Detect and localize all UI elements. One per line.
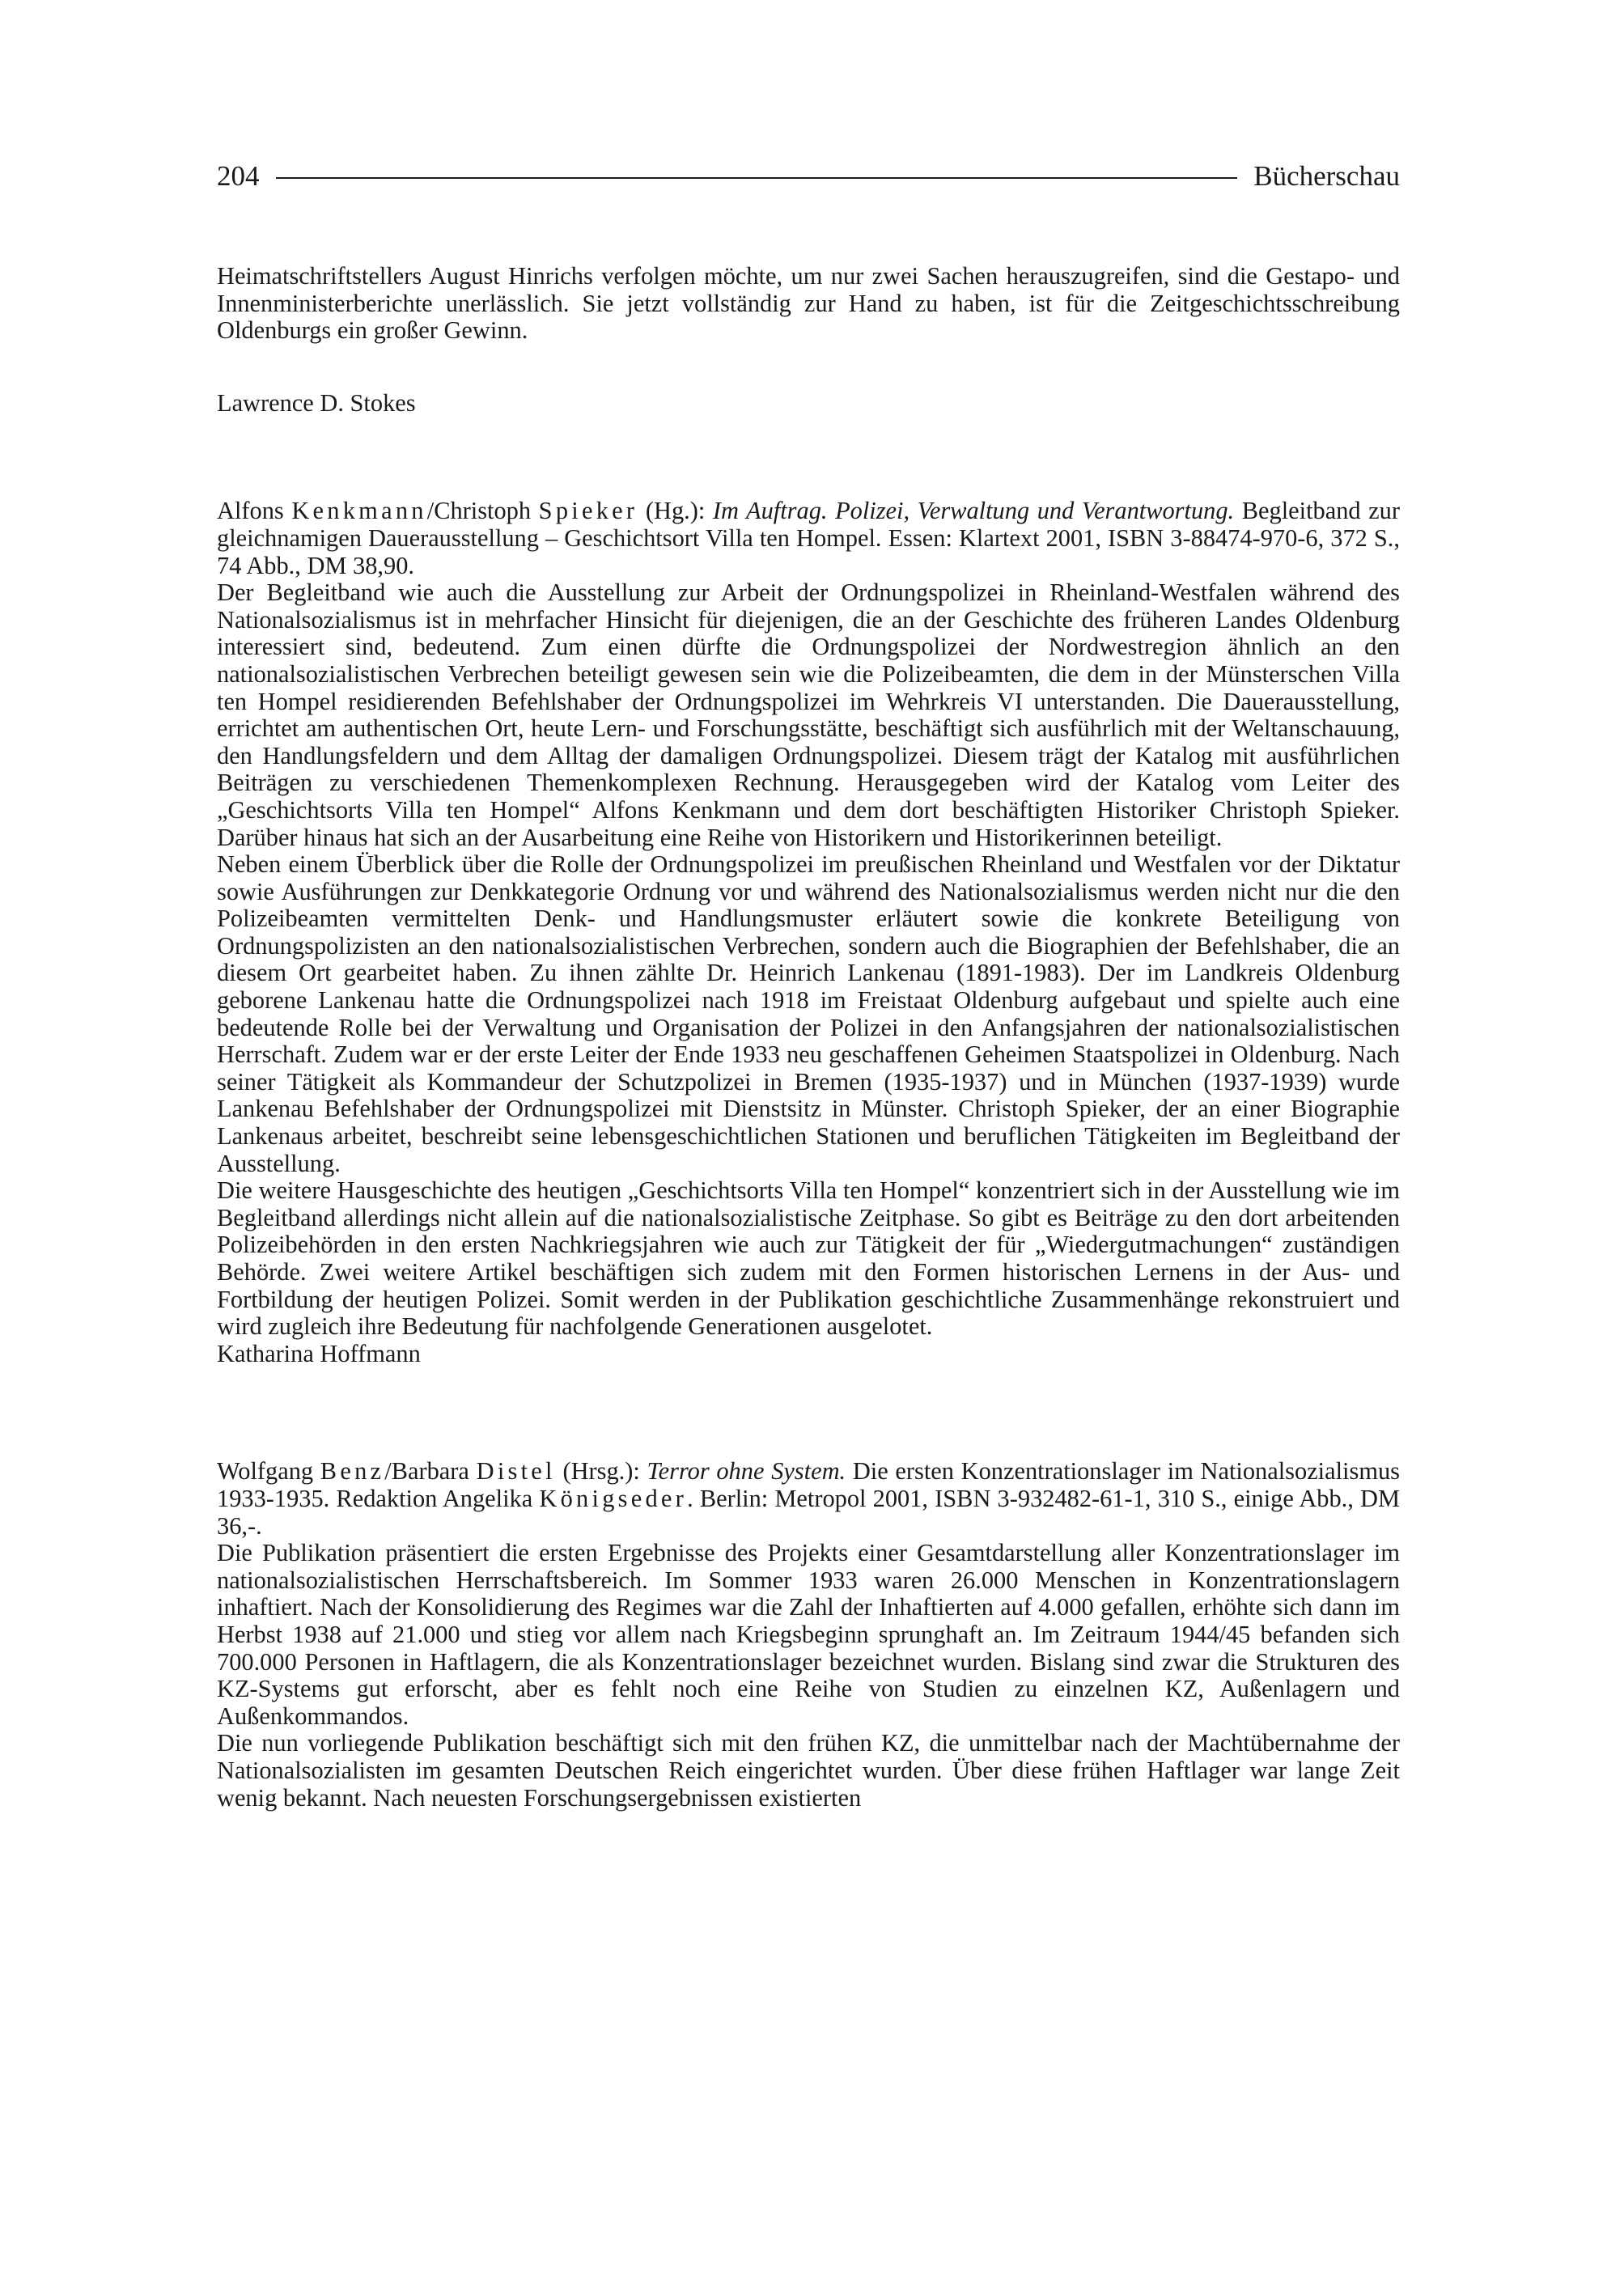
review-paragraph: Der Begleitband wie auch die Ausstellung zur Arbeit der Ordnungspolizei in Rheinland-Westfalen während des Nationalsozialismus ist in mehrfacher Hinsicht für diejenigen, die an der Geschichte des früheren Landes Oldenburg interessiert sind, bedeutend. Zum einen dürfte die Ordnungspolizei der Nordwestregion ähnlich an den nationalsozialistischen Verbrechen beteiligt gewesen sein wie die Polizeibeamten, die dem in der Münsterschen Villa ten Hompel residierenden Befehlshaber der Ordnungspolizei im Wehrkreis VI unterstanden. Die Dauerausstellung, errichtet am authentischen Ort, heute Lern- und Forschungsstätte, beschäftigt sich ausführlich mit der Weltanschauung, den Handlungsfeldern und dem Alltag der damaligen Ordnungspolizei. Diesem trägt der Katalog mit ausführlichen Beiträgen zu verschiedenen Themenkomplexen Rechnung. Herausgegeben wird der Katalog vom Leiter des „Geschichtsorts Villa ten Hompel“ Alfons Kenkmann und dem dort beschäftigten Historiker Christoph Spieker. Darüber hinaus hat sich an der Ausarbeitung eine Reihe von Historikern und Historikerinnen beteiligt. [217,579,1400,851]
author-last-name: Benz [320,1457,385,1486]
review-paragraph: Neben einem Überblick über die Rolle der Ordnungspolizei im preußischen Rheinland und Westfalen vor der Diktatur sowie Ausführungen zur Denkkategorie Ordnung vor und während des Nationalsozialismus werden nicht nur die den Polizeibeamten vermittelten Denk- und Handlungsmuster erläutert sowie die konkrete Beteiligung von Ordnungspolizisten an den nationalsozialistischen Verbrechen, sondern auch die Biographien der Befehlshaber, die an diesem Ort gearbeitet haben. Zu ihnen zählte Dr. Heinrich Lankenau (1891-1983). Der im Landkreis Oldenburg geborene Lankenau hatte die Ordnungspolizei nach 1918 im Freistaat Oldenburg aufgebaut und spielte auch eine bedeutende Rolle bei der Verwaltung und Organisation der Polizei in den Anfangsjahren der nationalsozialistischen Herrschaft. Zudem war er der erste Leiter der Ende 1933 neu geschaffenen Geheimen Staatspolizei in Oldenburg. Nach seiner Tätigkeit als Kommandeur der Schutzpolizei in Bremen (1935-1937) und in München (1937-1939) wurde Lankenau Befehlshaber der Ordnungspolizei mit Dienstsitz in Münster. Christoph Spieker, der an einer Biographie Lankenaus arbeitet, beschreibt seine lebensgeschichtlichen Stationen und beruflichen Tätigkeiten im Begleitband der Ausstellung. [217,850,1400,1177]
review-continuation-paragraph: Heimatschriftstellers August Hinrichs verfolgen möchte, um nur zwei Sachen herauszugreifen, sind die Gestapo- und Innenministerberichte unerlässlich. Sie jetzt vollständig zur Hand zu haben, ist für die Zeitgeschichtsschreibung Oldenburgs ein großer Gewinn. [217,262,1400,345]
publication-details: Die ersten Konzentrationslager im Nationalsozialismus 1933-1935. Redaktion Angelika [217,1457,1400,1512]
author-first-name: Alfons [217,497,284,525]
editor-last-name: Königseder [539,1484,688,1512]
author-first-name: Barbara [391,1457,469,1486]
author-last-name: Kenkmann [291,497,427,525]
book-title: Terror ohne System. [647,1457,846,1486]
publication-details: Begleitband zur gleichnamigen Dauerausstellung – Geschichtsort Villa ten Hompel. Essen: Klartext 2001, ISBN 3-88474-970-6, 372 S., 74 Abb., DM 38,90. [217,497,1400,579]
reviewer-signature: Lawrence D. Stokes [217,388,416,417]
reviewer-signature: Katharina Hoffmann [217,1339,421,1367]
editor-note: (Hrsg.): [555,1457,647,1486]
running-header [217,160,1400,193]
section-title: Bücherschau [1253,160,1400,192]
main-content [217,263,1400,1812]
author-last-name: Distel [476,1457,556,1486]
bibliographic-citation: Alfons Kenkmann/Christoph Spieker (Hg.): Im Auftrag. Polizei, Verwaltung und Verantwortung. Begleitband zur gleichnamigen Dauerausstellung – Geschichtsort Villa ten Hompel. Essen: Klartext 2001, ISBN 3-88474-970-6, 372 S., 74 Abb., DM 38,90. [217,497,1400,579]
review-paragraph: Die nun vorliegende Publikation beschäftigt sich mit den frühen KZ, die unmittelbar nach der Machtübernahme der Nationalsozialisten im gesamten Deutschen Reich eingerichtet wurden. Über diese frühen Haftlager war lange Zeit wenig bekannt. Nach neuesten Forschungsergebnissen existierten [217,1729,1400,1812]
author-first-name: Wolfgang [217,1457,314,1486]
bibliographic-citation: Wolfgang Benz/Barbara Distel (Hrsg.): Terror ohne System. Die ersten Konzentrationslager im Nationalsozialismus 1933-1935. Redaktion Angelika Königseder. Berlin: Metropol 2001, ISBN 3-932482-61-1, 310 S., einige Abb., DM 36,-. [217,1457,1400,1540]
header-rule [276,177,1238,179]
author-last-name: Spieker [538,497,638,525]
review-entry-kenkmann [217,498,1400,1367]
author-first-name: Christoph [434,497,532,525]
review-paragraph: Die Publikation präsentiert die ersten Ergebnisse des Projekts einer Gesamtdarstellung aller Konzentrationslager im nationalsozialistischen Herrschaftsbereich. Im Sommer 1933 waren 26.000 Menschen in Konzentrationslagern inhaftiert. Nach der Konsolidierung des Regimes war die Zahl der Inhaftierten auf 4.000 gefallen, erhöhte sich dann im Herbst 1938 auf 21.000 und stieg vor allem nach Kriegsbeginn sprunghaft an. Im Zeitraum 1944/45 befanden sich 700.000 Personen in Haftlagern, die als Konzentrationslager bezeichnet wurden. Bislang sind zwar die Strukturen des KZ-Systems gut erforscht, aber es fehlt noch eine Reihe von Studien zu einzelnen KZ, Außenlagern und Außenkommandos. [217,1539,1400,1730]
book-title: Im Auftrag. Polizei, Verwaltung und Verantwortung. [712,497,1235,525]
page-number: 204 [217,160,260,192]
review-entry-benz [217,1458,1400,1812]
editor-note: (Hg.): [638,497,713,525]
publication-details: . Berlin: Metropol 2001, ISBN 3-932482-61-1, 310 S., einige Abb., DM 36,-. [217,1484,1400,1540]
review-paragraph: Die weitere Hausgeschichte des heutigen „Geschichtsorts Villa ten Hompel“ konzentriert sich in der Ausstellung wie im Begleitband allerdings nicht allein auf die nationalsozialistische Zeitphase. So gibt es Beiträge zu den dort arbeitenden Polizeibehörden in den ersten Nachkriegsjahren wie auch zur Tätigkeit der für „Wiedergutmachungen“ zuständigen Behörde. Zwei weitere Artikel beschäftigen sich zudem mit den Formen historischen Lernens in der Aus- und Fortbildung der heutigen Polizei. Somit werden in der Publikation geschichtliche Zusammenhänge rekonstruiert und wird zugleich ihre Bedeutung für nachfolgende Generationen ausgelotet. [217,1176,1400,1341]
